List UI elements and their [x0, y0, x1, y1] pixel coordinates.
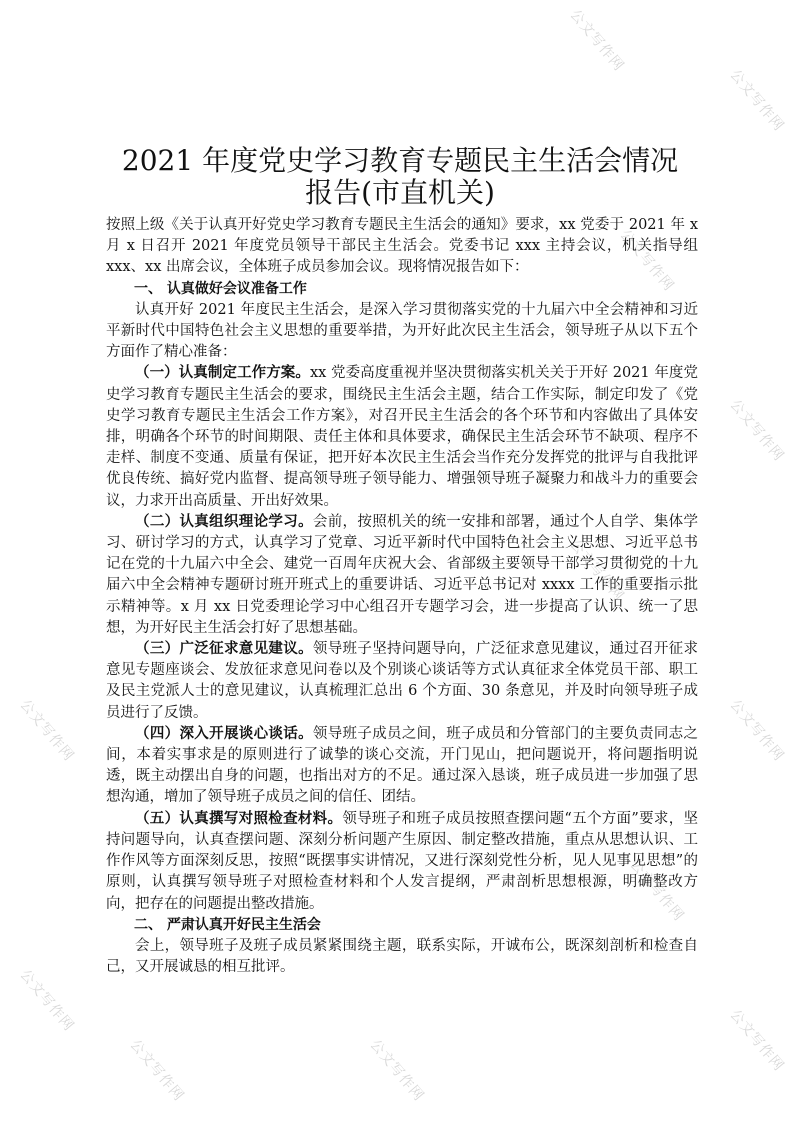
item-text-3: 领导班子坚持问题导向，广泛征求意见建议，通过召开征求意见专题座谈会、发放征求意见问卷以及个别谈心谈话等方式认真征求全体党员干部、职工及民主党派人士的意见建议，认真梳理汇总出 6 个方面、30 条意见，并及时向领导班子成员进行了反馈。 — [106, 641, 699, 721]
watermark: 公文写作网 — [616, 226, 677, 295]
section-1-intro: 认真开好 2021 年度民主生活会，是深入学习贯彻落实党的十九届六中全会精神和习近平新时代中国特色社会主义思想的重要举措，为开好此次民主生活会，领导班子从以下五个方面作了精心准备： — [106, 301, 698, 361]
item-text-2: 会前，按照机关的统一安排和部署，通过个人自学、集体学习、研讨学习的方式，认真学习了党章、习近平新时代中国特色社会主义思想、习近平总书记在党的十九届六中全会、建党一百周年庆祝大会、省部级主要领导干部学习贯彻党的十九届六中全会精神专题研讨班开班式上的重要讲话、习近平总书记对 xxxx 工作的重要指示批示精神等。x 月 xx 日党委理论学习中心组召开专题学习会，进一步提高了认识、统一了思想，为开好民主生活会打好了思想基础。 — [106, 513, 698, 636]
item-lead-4: （四）深入开展谈心谈话。 — [135, 725, 313, 742]
item-paragraph-2 — [106, 512, 698, 639]
watermark: 公文写作网 — [16, 966, 77, 1035]
watermark: 公文写作网 — [626, 856, 687, 925]
item-text-5: 领导班子和班子成员按照查摆问题“五个方面”要求，坚持问题导向，认真查摆问题、深刻分析问题产生原因、制定整改措施，重点从思想认识、工作作风等方面深刻反思，按照“既摆事实讲情况，又进行深刻党性分析，见人见事见思想”的原则，认真撰写领导班子对照检查材料和个人发言提纲，严肃剖析思想根源，明确整改方向，把存在的问题提出整改措施。 — [106, 810, 699, 912]
item-lead-3: （三）广泛征求意见建议。 — [135, 641, 313, 658]
item-paragraph-4 — [106, 724, 698, 809]
watermark: 公文写作网 — [726, 696, 787, 765]
watermark: 公文写作网 — [16, 696, 77, 765]
item-paragraph-1 — [106, 363, 698, 511]
intro-paragraph: 按照上级《关于认真开好党史学习教育专题民主生活会的通知》要求，xx 党委于 2021 年 x 月 x 日召开 2021 年度党员领导干部民主生活会。党委书记 xxx 主持会议，机关指导组 xxx、xx 出席会议，全体班子成员参加会议。现将情况报告如下： — [106, 217, 698, 276]
section-heading-1: 一、 认真做好会议准备工作 — [134, 280, 307, 297]
section-heading-2: 二、 严肃认真开好民主生活会 — [134, 916, 321, 933]
document-title-line-1: 2021 年度党史学习教育专题民主生活会情况 — [121, 144, 679, 177]
item-lead-2: （二）认真组织理论学习。 — [135, 513, 313, 530]
watermark: 公文写作网 — [566, 6, 627, 75]
watermark: 公文写作网 — [726, 396, 787, 465]
watermark: 公文写作网 — [366, 1036, 427, 1105]
item-paragraph-5 — [106, 809, 698, 915]
item-paragraph-3 — [106, 639, 698, 724]
document-title-line-2: 报告(市直机关) — [305, 176, 495, 209]
document-body — [106, 215, 698, 978]
watermark: 公文写作网 — [126, 1036, 187, 1105]
item-text-1: xx 党委高度重视并坚决贯彻落实机关关于开好 2021 年度党史学习教育专题民主生活会的要求，围绕民主生活会主题，结合工作实际，制定印发了《党史学习教育专题民主生活会工作方案》，对召开民主生活会的各个环节和内容做出了具体安排，明确各个环节的时间期限、责任主体和具体要求，确保民主生活会环节不缺项、程序不走样、制度不变通、质量有保证，把开好本次民主生活会当作充分发挥党的批评与自我批评优良传统、搞好党内监督、提高领导班子领导能力、增强领导班子凝聚力和战斗力的重要会议，力求开出高质量、开出好效果。 — [106, 365, 698, 509]
section-2-text: 会上，领导班子及班子成员紧紧围绕主题，联系实际，开诚布公，既深刻剖析和检查自己，又开展诚恳的相互批评。 — [106, 937, 698, 976]
watermark: 公文写作网 — [726, 66, 787, 135]
watermark: 公文写作网 — [726, 1006, 787, 1075]
item-lead-1: （一）认真制定工作方案。 — [135, 365, 310, 382]
item-lead-5: （五）认真撰写对照检查材料。 — [135, 810, 343, 827]
item-text-4: 领导班子成员之间，班子成员和分管部门的主要负责同志之间，本着实事求是的原则进行了诚挚的谈心交流，开门见山，把问题说开，将问题指明说透，既主动摆出自身的问题，也指出对方的不足。通过深入恳谈，班子成员进一步加强了思想沟通，增加了领导班子成员之间的信任、团结。 — [106, 725, 698, 806]
watermark: 公文写作网 — [566, 536, 627, 605]
